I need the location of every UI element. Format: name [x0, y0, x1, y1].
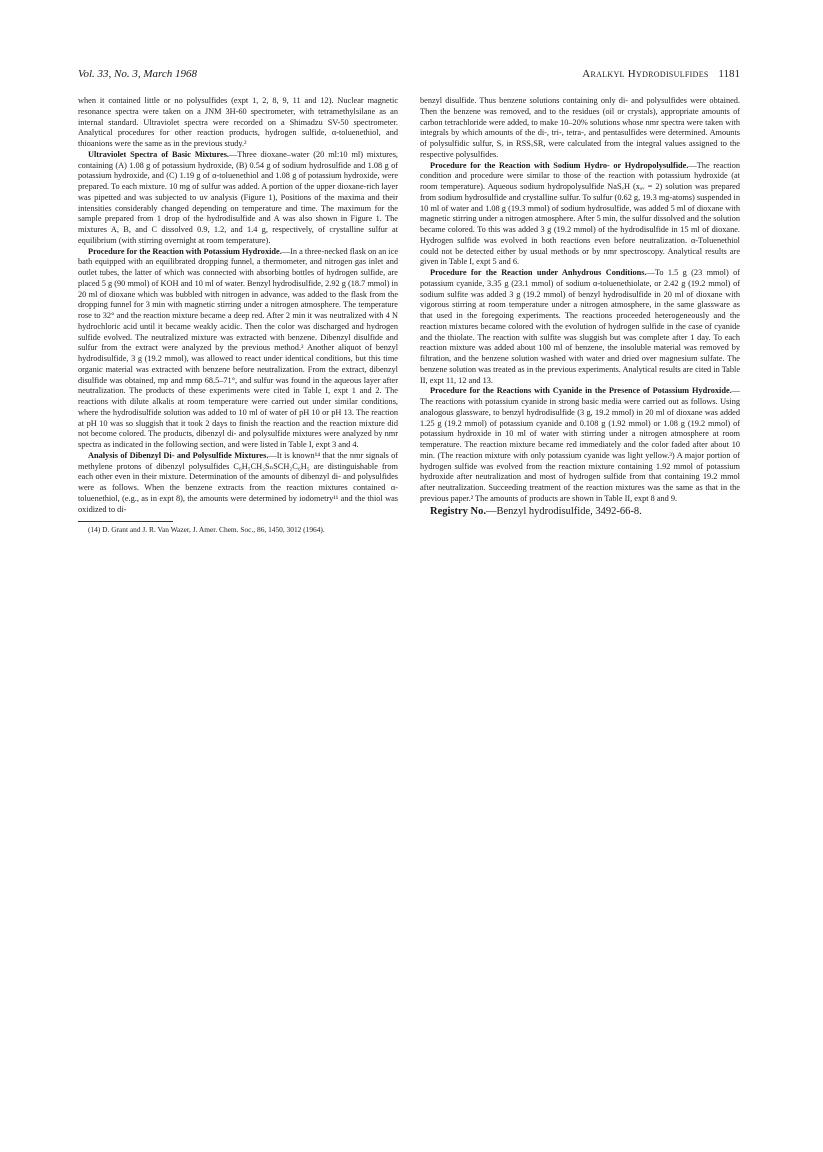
paragraph-text: —To 1.5 g (23 mmol) of potassium cyanide, 3.35 g (23.1 mmol) of sodium α-toluenethiolate, or 2.42 g (19.2 mmol) of sodium sulfite was added 3 g (19.2 mmol) of benzyl hydrodisulfide in 20 ml of dioxane with vigorous stirring at room temperature under a nitrogen atmosphere, in the same glassware as that used in the foregoing experiments. The reactions proceeded heterogeneously and the reaction mixtures became colored with the evolution of hydrogen sulfide in the case of cyanide and the thiolate. The reaction with sulfite was sluggish but was complete after 1 day. To each reaction mixture was added about 100 ml of benzene, the insoluble material was removed by filtration, and the benzene solution washed with water and dried over magnesium sulfate. The benzene solution was treated as in the previous experiments. Analytical results are cited in Table II, expt 11, 12 and 13.: [420, 268, 741, 385]
registry-label: Registry No.: [430, 505, 486, 517]
page-header: [78, 68, 740, 84]
paragraph: [78, 247, 398, 451]
section-heading: Procedure for the Reactions with Cyanide in the Presence of Potassium Hydroxide.: [430, 386, 732, 396]
paragraph: [78, 150, 398, 247]
paragraph: when it contained little or no polysulfides (expt 1, 2, 8, 9, 11 and 12). Nuclear magnetic resonance spectra were taken on a JNM 3H-60 spectrometer, with tetramethylsilane as an internal standard. Ultraviolet spectra were recorded on a Shimadzu SV-50 spectrometer. Analytical procedures for other reaction products, hydrogen sulfide, α-toluenethiol, and thioanions were the same as in the previous study.²: [78, 96, 398, 148]
paragraph: [420, 268, 740, 386]
left-column: [78, 96, 398, 535]
page-number: 1181: [718, 68, 740, 80]
paragraph-text: —The reactions with potassium cyanide in strong basic media were carried out as follows. Using analogous glassware, to benzyl hydrodisulfide (3 g, 19.2 mmol) in 20 ml of dioxane was added 1.25 g (19.2 mmol) of potassium cyanide and 0.108 g (1.92 mmol) or 1.08 g (19.2 mmol) of potassium hydroxide in 10 ml of water with stirring under a nitrogen atmosphere at room temperature. The reaction mixture became red immediately and the color faded after about 10 min. (The reaction mixture with only potassium cyanide was light yellow.³) A major portion of hydrogen sulfide was evolved from the reaction mixture containing 1.92 mmol of potassium hydroxide after neutralization and most of hydrogen sulfide from that containing 19.2 mmol after neutralization. Succeeding treatment of the reaction mixtures was the same as that in the previous paper.² The amounts of products are shown in Table II, expt 8 and 9.: [420, 386, 740, 503]
running-title: Aralkyl Hydrodisulfides: [582, 68, 709, 80]
section-heading: Procedure for the Reaction with Potassium Hydroxide.: [88, 246, 282, 256]
registry-number: [420, 505, 740, 518]
journal-citation: Vol. 33, No. 3, March 1968: [78, 68, 198, 80]
header-right: [582, 68, 740, 80]
section-heading: Analysis of Dibenzyl Di- and Polysulfide Mixtures.: [88, 450, 269, 460]
paragraph-text: —In a three-necked flask on an ice bath equipped with an equilibrated dropping funnel, a thermometer, and nitrogen gas inlet and outlet tubes, the latter of which was connected with absorbing bottles of hydrogen sulfide, are placed 5 g (90 mmol) of KOH and 10 ml of water. Benzyl hydrodisulfide, 2.92 g (18.7 mmol) in 20 ml of dioxane which was bubbled with nitrogen in advance, was added to the flask from the dropping funnel for 3 min with magnetic stirring under a nitrogen atmosphere. The temperature rose to 32° and the reaction mixture became a deep red. After 2 min it was neutralized with 4 N hydrochloric acid until it became weakly acidic. Then the color was discharged and hydrogen sulfide evolved. The neutralized mixture was extracted with benzene. Dibenzyl disulfide and sulfur from the extract were analyzed by the previous method.² Another aliquot of benzyl hydrodisulfide, 3 g (19.2 mmol), was allowed to react under identical conditions, but this time organic material was extracted with benzene before neutralization. From the extract, dibenzyl disulfide was obtained, mp and mmp 68.5–71°, and sulfur was found in the aqueous layer after neutralization. The products of these experiments were cited in Table I, expt 1 and 2. The reactions with dilute alkalis at room temperature were carried out under similar conditions, where the hydrodisulfide solution was added to 10 ml of water of pH 10 or pH 13. The reaction at pH 10 was so sluggish that it took 2 days to finish the reaction and the reaction mixture did not become colored. The products, dibenzyl di- and polysulfide mixtures were analyzed by nmr spectra as indicated in the following section, and were listed in Table I, expt 3 and 4.: [78, 246, 398, 449]
section-heading: Procedure for the Reaction with Sodium Hydro- or Hydropolysulfide.: [430, 160, 689, 170]
paragraph-text: —It is known¹⁴ that the nmr signals of methylene protons of dibenzyl polysulfides C₆H₅CH₂SₙSCH₂C₆H₅ are distinguishable from each other even in their mixture. Determination of the amounts of dibenzyl di- and polysulfides were as follows. When the benzene extracts from the reaction mixtures contained α-toluenethiol, (e.g., as in expt 8), the amounts were determined by iodometry¹¹ and the thiol was oxidized to di-: [78, 450, 398, 514]
footnote: (14) D. Grant and J. R. Van Wazer, J. Amer. Chem. Soc., 86, 1450, 3012 (1964).: [88, 525, 325, 535]
paragraph-text: —The reaction condition and procedure were similar to those of the reaction with potassium hydroxide (at room temperature). Aqueous sodium hydropolysulfide NaSₓH (xₐᵥ = 2) solution was prepared from sodium hydrosulfide and crystalline sulfur. To sulfur (0.62 g, 19.3 mg-atoms) suspended in 10 ml of water and 1.08 g (19.3 mmol) of sodium hydrosulfide, was added 5 ml of dioxane with magnetic stirring under a nitrogen atmosphere. After 5 min, the sulfur dissolved and the solution became colored. To this was added 3 g (19.2 mmol) of the hydrodisulfide in 15 ml of dioxane. Hydrogen sulfide was evolved in both reactions even before neutralization. α-Toluenethiol could not be detected either by usual methods or by nmr spectroscopy. Analytical results are given in Table I, expt 5 and 6.: [420, 160, 740, 267]
paragraph: [420, 386, 740, 504]
paragraph: [78, 451, 398, 516]
paragraph: benzyl disulfide. Thus benzene solutions containing only di- and polysulfides were obtained. Then the benzene was removed, and to the residues (oil or crystals), appropriate amounts of carbon tetrachloride were added, to make 10–20% solutions whose nmr spectra were taken with integrals by which amounts of the di-, tri-, tetra-, and pentasulfides were determined. Amounts of polysulfidic sulfur, Sₓ in RSSₓSR, were calculated from the integral values assigned to the respective polysulfides.: [420, 96, 740, 159]
section-heading: Procedure for the Reaction under Anhydrous Conditions.: [430, 268, 647, 277]
registry-text: —Benzyl hydrodisulfide, 3492-66-8.: [486, 505, 642, 517]
footnote-divider: [78, 521, 173, 522]
section-heading: Ultraviolet Spectra of Basic Mixtures.: [88, 149, 229, 159]
paragraph: [420, 161, 740, 269]
paragraph-text: —Three dioxane–water (20 ml:10 ml) mixtures, containing (A) 1.08 g of potassium hydroxide, (B) 0.54 g of sodium hydrosulfide and 1.08 g of potassium hydroxide, and (C) 1.19 g of α-toluenethiol and 1.08 g of potassium hydroxide, were prepared. To each mixture. 10 mg of sulfur was added. A portion of the upper dioxane-rich layer was pipetted and was subjected to uv analysis (Figure 1), Positions of the maxima and their intensities considerably changed depending on temperature and time. The maximum for the sample prepared from 1 drop of the hydrodisulfide and A was also shown in Figure 1. The mixtures A, B, and C dissolved 0.9, 1.2, and 1.4 g, respectively, of crystalline sulfur at equilibrium (with stirring overnight at room temperature).: [78, 149, 398, 245]
right-column: [420, 96, 740, 518]
